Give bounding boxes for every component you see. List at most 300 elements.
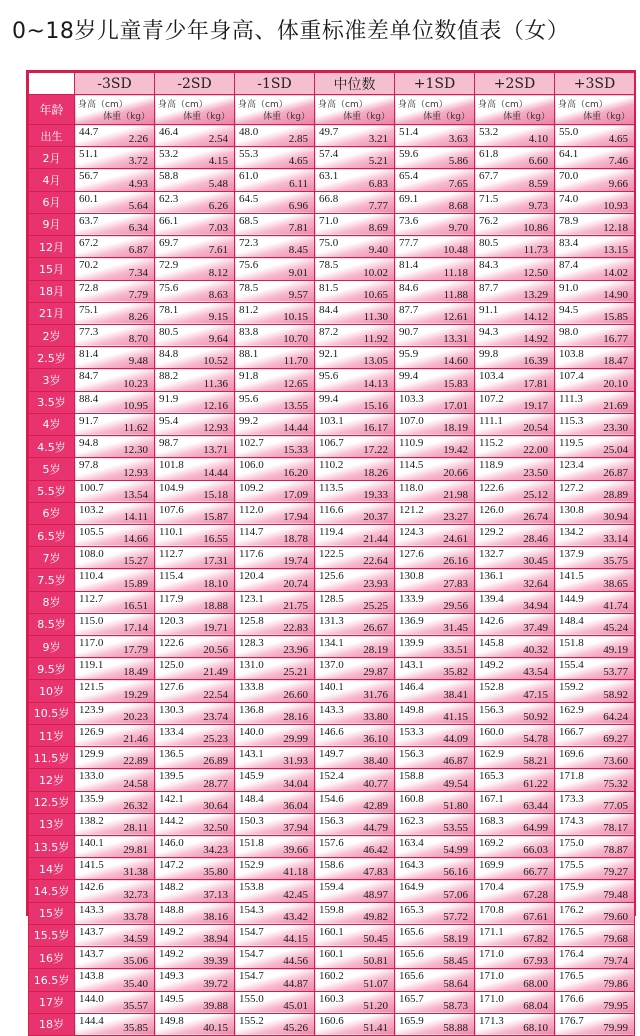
height-value: 175.0 [559, 837, 584, 849]
weight-value: 10.15 [283, 310, 308, 323]
value-cell [315, 302, 395, 324]
height-value: 160.1 [319, 925, 344, 938]
age-cell: 3岁 [29, 369, 75, 391]
value-cell [555, 169, 635, 191]
weight-value: 17.01 [443, 399, 468, 412]
value-cell [75, 236, 155, 258]
weight-value: 17.94 [283, 510, 308, 523]
weight-value: 12.93 [203, 422, 228, 435]
height-value: 75.6 [159, 281, 179, 294]
value-cell [315, 813, 395, 835]
value-cell [235, 347, 315, 369]
value-cell [235, 591, 315, 613]
weight-value: 43.54 [523, 666, 548, 679]
value-cell [395, 724, 475, 746]
age-cell: 9月 [29, 213, 75, 235]
value-cell [155, 947, 235, 969]
height-value: 118.9 [479, 459, 504, 472]
height-value: 158.8 [399, 770, 424, 783]
height-value: 103.3 [399, 392, 424, 405]
value-cell [75, 391, 155, 413]
table-row [29, 169, 635, 191]
height-value: 55.0 [559, 126, 579, 138]
weight-value: 9.73 [528, 199, 548, 212]
value-cell [475, 391, 555, 413]
value-cell [555, 391, 635, 413]
height-value: 112.7 [79, 592, 104, 605]
height-value: 136.5 [159, 748, 184, 761]
value-cell [315, 236, 395, 258]
value-cell [315, 658, 395, 680]
weight-unit-label: 体重（kg） [503, 112, 550, 122]
height-value: 68.5 [239, 214, 259, 227]
value-cell [555, 724, 635, 746]
height-value: 165.3 [479, 770, 504, 783]
value-cell [75, 636, 155, 658]
height-value: 152.9 [239, 859, 264, 872]
value-cell [315, 324, 395, 346]
height-value: 83.4 [559, 237, 579, 250]
table-row [29, 947, 635, 969]
weight-value: 17.31 [203, 555, 228, 568]
height-value: 147.2 [159, 859, 184, 872]
age-cell: 8.5岁 [29, 613, 75, 635]
weight-value: 36.04 [283, 799, 308, 812]
height-value: 116.6 [319, 503, 344, 516]
weight-unit-label: 体重（kg） [583, 112, 630, 122]
value-cell [155, 169, 235, 191]
value-cell [475, 413, 555, 435]
height-value: 91.8 [239, 370, 259, 383]
value-cell [75, 724, 155, 746]
height-value: 127.6 [399, 548, 424, 561]
table-row [29, 791, 635, 813]
weight-value: 29.56 [443, 599, 468, 612]
height-value: 129.2 [479, 525, 504, 538]
weight-value: 8.12 [208, 266, 228, 279]
table-row [29, 658, 635, 680]
value-cell [75, 613, 155, 635]
value-cell [75, 902, 155, 924]
value-cell [475, 569, 555, 591]
age-cell: 21月 [29, 302, 75, 324]
weight-value: 39.88 [203, 999, 228, 1012]
weight-value: 20.66 [443, 466, 468, 479]
weight-value: 26.60 [283, 688, 308, 701]
weight-value: 9.15 [208, 310, 228, 323]
unit-subheader [395, 95, 475, 125]
height-value: 69.7 [159, 237, 179, 250]
weight-value: 42.45 [283, 888, 308, 901]
height-value: 78.1 [159, 303, 179, 316]
value-cell [475, 502, 555, 524]
weight-value: 15.27 [123, 555, 148, 568]
value-cell [315, 480, 395, 502]
weight-value: 28.46 [523, 533, 548, 546]
value-cell [75, 1013, 155, 1035]
value-cell [155, 1013, 235, 1035]
weight-value: 44.15 [283, 933, 308, 946]
weight-value: 11.36 [203, 377, 228, 390]
weight-value: 16.17 [363, 422, 388, 435]
value-cell [75, 791, 155, 813]
weight-value: 51.41 [363, 1021, 388, 1034]
weight-value: 5.86 [448, 155, 468, 168]
height-value: 61.8 [479, 148, 499, 161]
height-value: 150.3 [239, 814, 264, 827]
weight-value: 4.10 [528, 133, 548, 146]
height-value: 71.0 [319, 214, 339, 227]
height-value: 78.5 [239, 281, 259, 294]
height-value: 149.8 [399, 703, 424, 716]
value-cell [155, 658, 235, 680]
weight-value: 32.50 [203, 822, 228, 834]
weight-unit-label: 体重（kg） [343, 112, 390, 122]
weight-value: 19.71 [203, 622, 228, 635]
weight-unit-label: 体重（kg） [423, 112, 470, 122]
height-value: 53.2 [479, 126, 499, 138]
weight-value: 8.59 [528, 177, 548, 190]
value-cell [315, 191, 395, 213]
weight-value: 30.64 [203, 799, 228, 812]
value-cell [75, 324, 155, 346]
value-cell [235, 480, 315, 502]
weight-value: 53.77 [603, 666, 628, 679]
weight-value: 14.66 [123, 533, 148, 546]
value-cell [395, 769, 475, 791]
height-value: 176.6 [559, 992, 584, 1005]
value-cell [475, 836, 555, 858]
value-cell [235, 125, 315, 147]
age-cell: 14.5岁 [29, 880, 75, 902]
height-value: 83.8 [239, 325, 259, 338]
value-cell [75, 347, 155, 369]
weight-value: 39.72 [203, 977, 228, 990]
value-cell [75, 747, 155, 769]
weight-value: 34.59 [123, 933, 148, 946]
value-cell [395, 324, 475, 346]
value-cell [75, 413, 155, 435]
value-cell [555, 547, 635, 569]
weight-value: 23.74 [203, 710, 228, 723]
weight-value: 18.19 [443, 422, 468, 435]
age-cell: 9岁 [29, 636, 75, 658]
weight-value: 31.38 [123, 866, 148, 879]
value-cell [475, 236, 555, 258]
height-value: 169.6 [559, 748, 584, 761]
table-row [29, 502, 635, 524]
weight-value: 54.78 [523, 733, 548, 746]
weight-value: 79.48 [603, 888, 628, 901]
height-value: 53.2 [159, 148, 179, 161]
value-cell [75, 191, 155, 213]
weight-value: 19.42 [443, 444, 468, 457]
table-row [29, 125, 635, 147]
age-cell: 4岁 [29, 413, 75, 435]
value-cell [555, 369, 635, 391]
weight-value: 23.93 [363, 577, 388, 590]
table-row [29, 991, 635, 1013]
weight-value: 30.94 [603, 510, 628, 523]
height-value: 66.1 [159, 214, 179, 227]
value-cell [395, 547, 475, 569]
weight-value: 16.77 [603, 333, 628, 346]
weight-value: 25.21 [283, 666, 308, 679]
height-value: 129.9 [79, 748, 104, 761]
height-value: 169.9 [479, 859, 504, 872]
height-value: 143.8 [79, 970, 104, 983]
height-value: 63.1 [319, 170, 339, 183]
height-value: 126.9 [79, 725, 104, 738]
value-cell [475, 347, 555, 369]
value-cell [155, 258, 235, 280]
value-cell [555, 747, 635, 769]
value-cell [475, 547, 555, 569]
height-value: 175.9 [559, 881, 584, 894]
weight-value: 7.03 [208, 222, 228, 235]
weight-value: 15.89 [123, 577, 148, 590]
value-cell [475, 658, 555, 680]
height-value: 137.0 [319, 659, 344, 672]
value-cell [155, 280, 235, 302]
weight-value: 4.65 [608, 133, 628, 146]
height-value: 78.9 [559, 214, 579, 227]
height-value: 168.3 [479, 814, 504, 827]
height-value: 146.6 [319, 725, 344, 738]
weight-value: 7.81 [288, 222, 308, 235]
height-value: 65.4 [399, 170, 419, 183]
age-cell: 4月 [29, 169, 75, 191]
age-cell: 11.5岁 [29, 747, 75, 769]
height-value: 145.9 [239, 770, 264, 783]
value-cell [155, 369, 235, 391]
table-row [29, 302, 635, 324]
value-cell [155, 324, 235, 346]
weight-value: 22.64 [363, 555, 388, 568]
weight-value: 25.25 [363, 599, 388, 612]
height-value: 95.4 [159, 414, 179, 427]
weight-value: 35.57 [123, 999, 148, 1012]
value-cell [315, 724, 395, 746]
growth-standard-table [28, 72, 635, 1036]
table-row [29, 769, 635, 791]
height-value: 141.5 [79, 859, 104, 872]
value-cell [555, 302, 635, 324]
weight-value: 7.61 [208, 244, 228, 257]
age-cell: 6岁 [29, 502, 75, 524]
height-value: 115.3 [559, 414, 584, 427]
age-cell: 3.5岁 [29, 391, 75, 413]
height-value: 118.0 [399, 481, 424, 494]
value-cell [155, 436, 235, 458]
age-cell: 15岁 [29, 902, 75, 924]
height-value: 171.0 [479, 970, 504, 983]
weight-value: 18.88 [203, 599, 228, 612]
height-value: 122.6 [479, 481, 504, 494]
value-cell [395, 836, 475, 858]
value-cell [395, 280, 475, 302]
table-row [29, 813, 635, 835]
height-value: 156.3 [319, 814, 344, 827]
value-cell [155, 347, 235, 369]
value-cell [75, 813, 155, 835]
height-value: 72.3 [239, 237, 259, 250]
height-value: 127.2 [559, 481, 584, 494]
weight-value: 11.88 [443, 288, 468, 301]
value-cell [315, 569, 395, 591]
weight-value: 34.04 [283, 777, 308, 790]
weight-value: 39.39 [203, 955, 228, 968]
height-value: 137.9 [559, 548, 584, 561]
weight-value: 6.96 [288, 199, 308, 212]
weight-value: 37.94 [283, 822, 308, 834]
weight-value: 12.50 [523, 266, 548, 279]
height-value: 144.0 [79, 992, 104, 1005]
weight-value: 68.00 [523, 977, 548, 990]
sd-column-header: +2SD [475, 73, 555, 95]
weight-value: 44.79 [363, 822, 388, 834]
value-cell [315, 591, 395, 613]
table-row [29, 280, 635, 302]
height-value: 103.1 [319, 414, 344, 427]
weight-value: 9.64 [208, 333, 228, 346]
weight-value: 43.42 [283, 910, 308, 923]
value-cell [475, 747, 555, 769]
value-cell [475, 769, 555, 791]
value-cell [155, 724, 235, 746]
value-cell [475, 436, 555, 458]
age-cell: 10岁 [29, 680, 75, 702]
value-cell [395, 213, 475, 235]
value-cell [395, 702, 475, 724]
height-value: 105.5 [79, 525, 104, 538]
height-value: 115.4 [159, 570, 184, 583]
value-cell [555, 969, 635, 991]
value-cell [555, 324, 635, 346]
value-cell [235, 413, 315, 435]
weight-value: 21.44 [363, 533, 388, 546]
value-cell [235, 858, 315, 880]
weight-value: 23.30 [603, 422, 628, 435]
height-value: 130.8 [559, 503, 584, 516]
value-cell [235, 569, 315, 591]
value-cell [235, 547, 315, 569]
weight-value: 11.92 [363, 333, 388, 346]
weight-value: 51.07 [363, 977, 388, 990]
weight-value: 37.13 [203, 888, 228, 901]
weight-value: 79.68 [603, 933, 628, 946]
height-value: 125.6 [319, 570, 344, 583]
value-cell [235, 724, 315, 746]
height-value: 155.2 [239, 1014, 264, 1027]
height-unit-label: 身高（cm） [78, 100, 128, 110]
weight-value: 27.83 [443, 577, 468, 590]
value-cell [315, 947, 395, 969]
height-value: 136.9 [399, 614, 424, 627]
weight-value: 44.87 [283, 977, 308, 990]
value-cell [155, 302, 235, 324]
value-cell [475, 458, 555, 480]
value-cell [475, 902, 555, 924]
age-cell: 14岁 [29, 858, 75, 880]
height-value: 122.6 [159, 637, 184, 650]
value-cell [315, 413, 395, 435]
weight-value: 38.94 [203, 933, 228, 946]
weight-value: 22.54 [203, 688, 228, 701]
weight-value: 41.15 [443, 710, 468, 723]
height-value: 46.4 [159, 126, 179, 138]
weight-value: 35.40 [123, 977, 148, 990]
value-cell [395, 947, 475, 969]
height-value: 108.0 [79, 548, 104, 561]
weight-value: 3.72 [128, 155, 148, 168]
height-value: 142.1 [159, 792, 184, 805]
age-cell: 2岁 [29, 324, 75, 346]
weight-value: 20.23 [123, 710, 148, 723]
value-cell [475, 191, 555, 213]
weight-value: 14.44 [283, 422, 308, 435]
value-cell [235, 991, 315, 1013]
value-cell [155, 791, 235, 813]
value-cell [155, 902, 235, 924]
value-cell [75, 702, 155, 724]
value-cell [395, 413, 475, 435]
value-cell [555, 125, 635, 147]
weight-value: 19.17 [523, 399, 548, 412]
age-cell: 7.5岁 [29, 569, 75, 591]
height-value: 134.1 [319, 637, 344, 650]
value-cell [555, 280, 635, 302]
height-value: 72.9 [159, 259, 179, 272]
value-cell [155, 147, 235, 169]
age-cell: 11岁 [29, 724, 75, 746]
height-value: 91.7 [79, 414, 99, 427]
weight-value: 25.23 [203, 733, 228, 746]
height-value: 170.4 [479, 881, 504, 894]
height-value: 159.4 [319, 881, 344, 894]
height-value: 125.8 [239, 614, 264, 627]
height-value: 56.7 [79, 170, 99, 183]
value-cell [555, 213, 635, 235]
height-value: 148.2 [159, 881, 184, 894]
weight-value: 51.20 [363, 999, 388, 1012]
weight-value: 25.12 [523, 488, 548, 501]
height-value: 69.1 [399, 192, 419, 205]
weight-value: 6.34 [128, 222, 148, 235]
height-value: 88.2 [159, 370, 179, 383]
value-cell [315, 880, 395, 902]
height-value: 59.6 [399, 148, 419, 161]
page-title: 0~18岁儿童青少年身高、体重标准差单位数值表（女） [12, 19, 570, 44]
height-value: 114.5 [399, 459, 424, 472]
height-value: 167.1 [479, 792, 504, 805]
weight-value: 28.19 [363, 644, 388, 657]
height-value: 87.7 [399, 303, 419, 316]
value-cell [475, 258, 555, 280]
table-row [29, 458, 635, 480]
value-cell [555, 813, 635, 835]
weight-value: 67.93 [523, 955, 548, 968]
value-cell [315, 458, 395, 480]
value-cell [555, 880, 635, 902]
weight-value: 77.05 [603, 799, 628, 812]
weight-value: 9.66 [608, 177, 628, 190]
age-cell: 13岁 [29, 813, 75, 835]
height-value: 72.8 [79, 281, 99, 294]
value-cell [315, 547, 395, 569]
unit-subheader [75, 95, 155, 125]
weight-value: 33.78 [123, 910, 148, 923]
